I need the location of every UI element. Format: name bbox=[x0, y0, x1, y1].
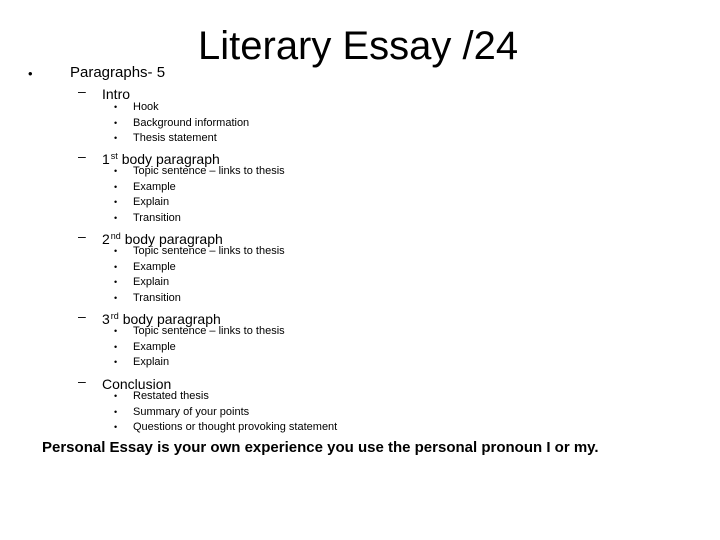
item-bullet: • bbox=[114, 326, 118, 336]
item-bullet: • bbox=[114, 197, 118, 207]
item-bullet: • bbox=[114, 422, 118, 432]
section-dash: – bbox=[78, 83, 86, 99]
main-point-label: Paragraphs- 5 bbox=[70, 64, 166, 81]
item-text: Background information bbox=[133, 116, 250, 129]
section-label-sup: st bbox=[110, 151, 118, 161]
item-bullet: • bbox=[114, 246, 118, 256]
section-label-text: Conclusion bbox=[102, 376, 172, 392]
footer-note: Personal Essay is your own experience you use the personal pronoun I or my. bbox=[42, 439, 599, 456]
item-text: Example bbox=[133, 340, 176, 353]
item-bullet: • bbox=[114, 117, 118, 128]
item-bullet: • bbox=[114, 292, 118, 303]
item-text: Example bbox=[133, 260, 176, 273]
item-text: Topic sentence – links to thesis bbox=[133, 165, 285, 177]
section-dash: – bbox=[78, 228, 86, 244]
section-label-text: Intro bbox=[102, 86, 131, 102]
item-text: Topic sentence – links to thesis bbox=[133, 325, 285, 337]
section-label-text: 3 bbox=[102, 311, 110, 327]
main-point-bullet: • bbox=[28, 66, 33, 81]
item-text: Hook bbox=[133, 101, 159, 113]
item-text: Transition bbox=[133, 211, 181, 224]
item-bullet: • bbox=[114, 406, 118, 417]
section-label-text: 2 bbox=[102, 231, 110, 247]
section-dash: – bbox=[78, 148, 86, 164]
item-bullet: • bbox=[114, 102, 118, 112]
item-text: Questions or thought provoking statement bbox=[133, 421, 338, 433]
item-text: Thesis statement bbox=[133, 132, 217, 144]
item-bullet: • bbox=[114, 357, 118, 367]
item-bullet: • bbox=[114, 166, 118, 176]
item-bullet: • bbox=[114, 212, 118, 223]
item-bullet: • bbox=[114, 133, 118, 143]
section-label-rest: body paragraph bbox=[118, 311, 221, 327]
section-label-sup: rd bbox=[110, 311, 119, 321]
item-bullet: • bbox=[114, 391, 118, 401]
section-dash: – bbox=[78, 308, 86, 324]
slide-title: Literary Essay /24 bbox=[198, 24, 519, 68]
section-label-sup: nd bbox=[110, 231, 121, 241]
item-bullet: • bbox=[114, 341, 118, 352]
section-label-text: 1 bbox=[102, 151, 110, 167]
item-text: Restated thesis bbox=[133, 390, 209, 402]
item-text: Transition bbox=[133, 291, 181, 304]
section-label-rest: body paragraph bbox=[120, 231, 223, 247]
item-bullet: • bbox=[114, 261, 118, 272]
section-label-rest: body paragraph bbox=[117, 151, 220, 167]
item-text: Summary of your points bbox=[133, 405, 250, 418]
item-text: Topic sentence – links to thesis bbox=[133, 245, 285, 257]
item-bullet: • bbox=[114, 277, 118, 287]
item-text: Explain bbox=[133, 276, 170, 288]
item-bullet: • bbox=[114, 181, 118, 192]
item-text: Explain bbox=[133, 356, 170, 368]
item-text: Example bbox=[133, 180, 176, 193]
section-dash: – bbox=[78, 373, 86, 389]
item-text: Explain bbox=[133, 196, 170, 208]
